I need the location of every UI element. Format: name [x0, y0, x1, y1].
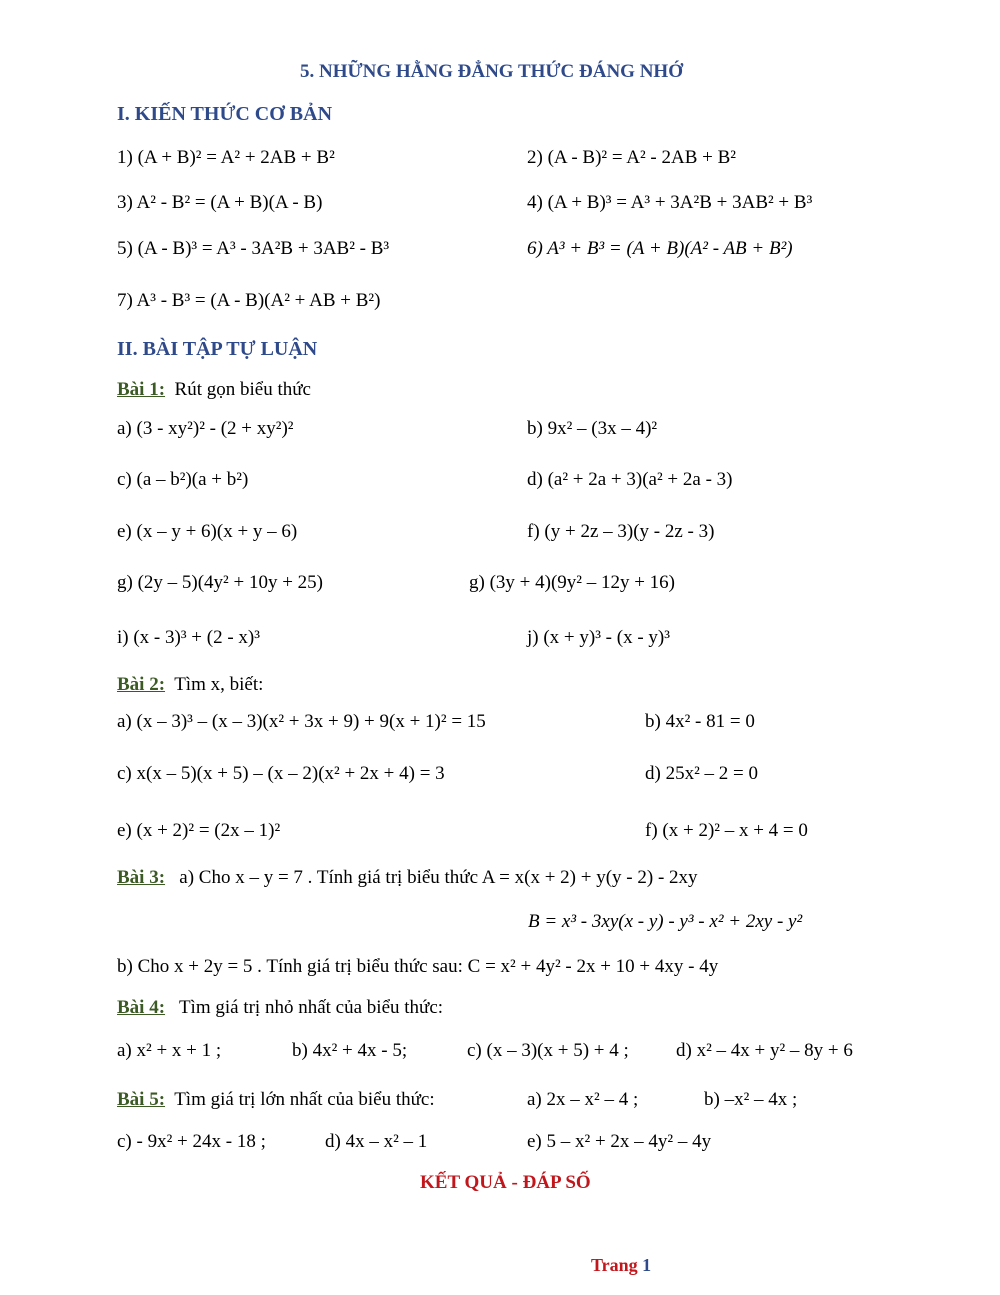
exercise-5-item-c: c) - 9x² + 24x - 18 ;	[117, 1131, 266, 1152]
exercise-2-item-e: e) (x + 2)² = (2x – 1)²	[117, 820, 281, 841]
exercise-1-item-c: c) (a – b²)(a + b²)	[117, 469, 249, 490]
section-exercises: II. BÀI TẬP TỰ LUẬN	[117, 338, 318, 360]
exercise-2-item-d: d) 25x² – 2 = 0	[645, 763, 758, 784]
exercise-5-item-a: a) 2x – x² – 4 ;	[527, 1089, 639, 1110]
identity-2: 2) (A - B)² = A² - 2AB + B²	[527, 147, 736, 168]
exercise-4-text: Tìm giá trị nhỏ nhất của biểu thức:	[178, 997, 444, 1018]
exercise-3-line-2: B = x³ - 3xy(x - y) - y³ - x² + 2xy - y²	[528, 911, 803, 932]
exercise-5-text: Tìm giá trị lớn nhất của biểu thức:	[174, 1089, 435, 1110]
identity-4: 4) (A + B)³ = A³ + 3A²B + 3AB² + B³	[527, 192, 813, 213]
exercise-3-line-1	[117, 868, 698, 887]
exercise-3-text-a: a) Cho x – y = 7 . Tính giá trị biểu thức A = x(x + 2) + y(y - 2) - 2xy	[179, 867, 698, 888]
exercise-1-item-a: a) (3 - xy²)² - (2 + xy²)²	[117, 418, 294, 439]
exercise-1-item-i: i) (x - 3)³ + (2 - x)³	[117, 627, 260, 648]
exercise-5-item-b: b) –x² – 4x ;	[704, 1089, 798, 1110]
exercise-5-label: Bài 5:	[117, 1089, 166, 1110]
exercise-2-item-b: b) 4x² - 81 = 0	[645, 711, 755, 732]
exercise-1-item-j: j) (x + y)³ - (x - y)³	[527, 627, 670, 648]
exercise-4-item-d: d) x² – 4x + y² – 8y + 6	[676, 1040, 853, 1061]
exercise-4-item-c: c) (x – 3)(x + 5) + 4 ;	[467, 1040, 629, 1061]
exercise-2-item-a: a) (x – 3)³ – (x – 3)(x² + 3x + 9) + 9(x + 1)² = 15	[117, 711, 486, 732]
exercise-2-item-c: c) x(x – 5)(x + 5) – (x – 2)(x² + 2x + 4) = 3	[117, 763, 445, 784]
exercise-5-heading	[117, 1090, 435, 1109]
exercise-4-label: Bài 4:	[117, 997, 166, 1018]
exercise-1-label: Bài 1:	[117, 379, 166, 400]
page-footer	[591, 1256, 651, 1274]
exercise-2-text: Tìm x, biết:	[174, 674, 264, 695]
exercise-1-text: Rút gọn biểu thức	[174, 379, 311, 400]
identity-5: 5) (A - B)³ = A³ - 3A²B + 3AB² - B³	[117, 238, 390, 259]
exercise-2-label: Bài 2:	[117, 674, 166, 695]
identity-6: 6) A³ + B³ = (A + B)(A² - AB + B²)	[527, 238, 793, 259]
section-basic-knowledge: I. KIẾN THỨC CƠ BẢN	[117, 103, 333, 125]
exercise-1-item-b: b) 9x² – (3x – 4)²	[527, 418, 658, 439]
page-word: Trang	[591, 1255, 638, 1275]
page-number: 1	[642, 1255, 652, 1275]
identity-3: 3) A² - B² = (A + B)(A - B)	[117, 192, 323, 213]
identity-7: 7) A³ - B³ = (A - B)(A² + AB + B²)	[117, 290, 381, 311]
exercise-1-item-f: f) (y + 2z – 3)(y - 2z - 3)	[527, 521, 715, 542]
exercise-2-heading	[117, 675, 263, 694]
exercise-1-item-g1: g) (2y – 5)(4y² + 10y + 25)	[117, 572, 324, 593]
page-title: 5. NHỮNG HẰNG ĐẲNG THỨC ĐÁNG NHỚ	[300, 61, 683, 82]
exercise-5-item-e: e) 5 – x² + 2x – 4y² – 4y	[527, 1131, 712, 1152]
exercise-4-item-a: a) x² + x + 1 ;	[117, 1040, 222, 1061]
exercise-1-item-e: e) (x – y + 6)(x + y – 6)	[117, 521, 298, 542]
exercise-5-item-d: d) 4x – x² – 1	[325, 1131, 428, 1152]
exercise-3-line-3: b) Cho x + 2y = 5 . Tính giá trị biểu thức sau: C = x² + 4y² - 2x + 10 + 4xy - 4y	[117, 956, 719, 977]
exercise-1-item-g2: g) (3y + 4)(9y² – 12y + 16)	[469, 572, 676, 593]
exercise-2-item-f: f) (x + 2)² – x + 4 = 0	[645, 820, 808, 841]
exercise-1-heading	[117, 380, 311, 399]
exercise-1-item-d: d) (a² + 2a + 3)(a² + 2a - 3)	[527, 469, 733, 490]
answers-heading: KẾT QUẢ - ĐÁP SỐ	[420, 1172, 591, 1193]
exercise-4-heading	[117, 998, 443, 1017]
exercise-3-label: Bài 3:	[117, 867, 166, 888]
identity-1: 1) (A + B)² = A² + 2AB + B²	[117, 147, 335, 168]
exercise-4-item-b: b) 4x² + 4x - 5;	[292, 1040, 408, 1061]
